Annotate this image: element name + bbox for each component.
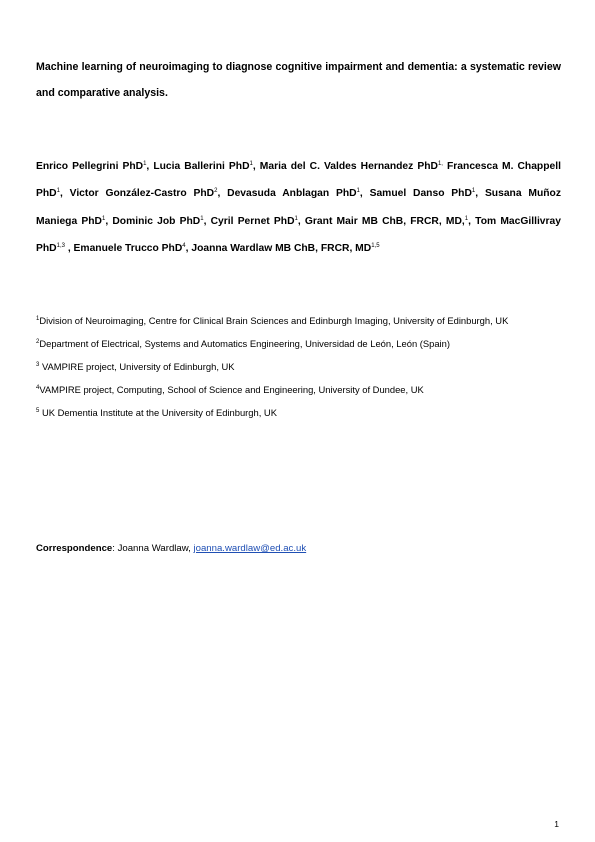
affiliation-number: 4 [36, 385, 40, 391]
page-number: 1 [554, 819, 559, 829]
affiliation-text: UK Dementia Institute at the University of Edinburgh, UK [39, 407, 277, 418]
author-affiliation-marker: 1 [56, 188, 60, 195]
author-separator: , [475, 188, 485, 200]
author-name: Lucia Ballerini PhD [153, 161, 250, 172]
author-affiliation-marker: 1,5 [371, 242, 380, 249]
affiliation-text: Division of Neuroimaging, Centre for Clinical Brain Sciences and Edinburgh Imaging, University of Edinburgh, UK [39, 315, 509, 326]
affiliation-item [36, 401, 561, 424]
author-affiliation-marker: 1, [437, 161, 443, 167]
author-affiliation-marker: 1 [200, 215, 204, 222]
author-name: Maria del C. Valdes Hernandez PhD [259, 161, 438, 172]
author-separator: , [217, 188, 228, 200]
author-separator: , [146, 161, 154, 172]
affiliation-text: VAMPIRE project, University of Edinburgh, UK [39, 361, 235, 372]
author-affiliation-marker: 1 [249, 161, 253, 167]
author-affiliation-marker: 4 [182, 242, 186, 249]
correspondence [36, 537, 561, 560]
affiliation-number: 1 [36, 316, 40, 322]
affiliation-item [36, 355, 561, 378]
correspondence-text: : Joanna Wardlaw, [112, 543, 194, 554]
author-affiliation-marker: 1 [294, 215, 298, 222]
author-name: Joanna Wardlaw MB ChB, FRCR, MD [191, 242, 372, 254]
author-name: Tom MacGillivray PhD [36, 215, 561, 254]
author-affiliation-marker: 1 [143, 161, 147, 167]
affiliation-item [36, 378, 561, 401]
author-name: Devasuda Anblagan PhD [227, 188, 357, 200]
author-list [36, 153, 561, 262]
affiliation-number: 3 [36, 362, 40, 368]
affiliation-list [36, 309, 561, 424]
author-separator: , [359, 188, 370, 200]
author-separator: , [297, 215, 305, 227]
author-name: Dominic Job PhD [112, 215, 201, 227]
author-affiliation-marker: 1 [356, 188, 360, 195]
author-name: Enrico Pellegrini PhD [36, 161, 144, 172]
author-affiliation-marker: 2 [214, 188, 218, 195]
correspondence-email-link[interactable]: joanna.wardlaw@ed.ac.uk [193, 543, 307, 554]
author-name: Cyril Pernet PhD [210, 215, 295, 227]
author-separator: , [468, 215, 476, 227]
affiliation-text: Department of Electrical, Systems and Automatics Engineering, Universidad de León, León (Spain) [39, 338, 450, 349]
author-affiliation-marker: 1 [101, 215, 106, 222]
author-separator: , [105, 215, 113, 227]
author-name: Victor González-Castro PhD [69, 188, 215, 200]
author-name: Samuel Danso PhD [369, 188, 472, 200]
correspondence-label: Correspondence [36, 543, 113, 554]
author-name: Emanuele Trucco PhD [73, 242, 183, 254]
author-affiliation-marker: 1 [464, 215, 469, 222]
author-separator: , [59, 188, 70, 200]
affiliation-text: VAMPIRE project, Computing, School of Science and Engineering, University of Dundee, UK [39, 384, 424, 395]
author-separator: , [252, 161, 260, 172]
author-separator: , [203, 215, 211, 227]
author-name: Susana Muñoz Maniega PhD [36, 188, 561, 227]
author-name: Grant Mair MB ChB, FRCR, MD, [304, 215, 465, 227]
affiliation-number: 5 [36, 408, 40, 414]
affiliation-number: 2 [36, 339, 40, 345]
author-affiliation-marker: 1 [471, 188, 476, 195]
author-affiliation-marker: 1,3 [56, 242, 65, 249]
affiliation-item [36, 332, 561, 355]
author-separator: , [64, 242, 74, 254]
author-separator: , [185, 242, 192, 254]
author-name: Francesca M. Chappell PhD [36, 161, 561, 200]
affiliation-item [36, 309, 561, 332]
paper-title: Machine learning of neuroimaging to diagnose cognitive impairment and dementia: a systematic review and comparative analysis. [36, 61, 561, 99]
